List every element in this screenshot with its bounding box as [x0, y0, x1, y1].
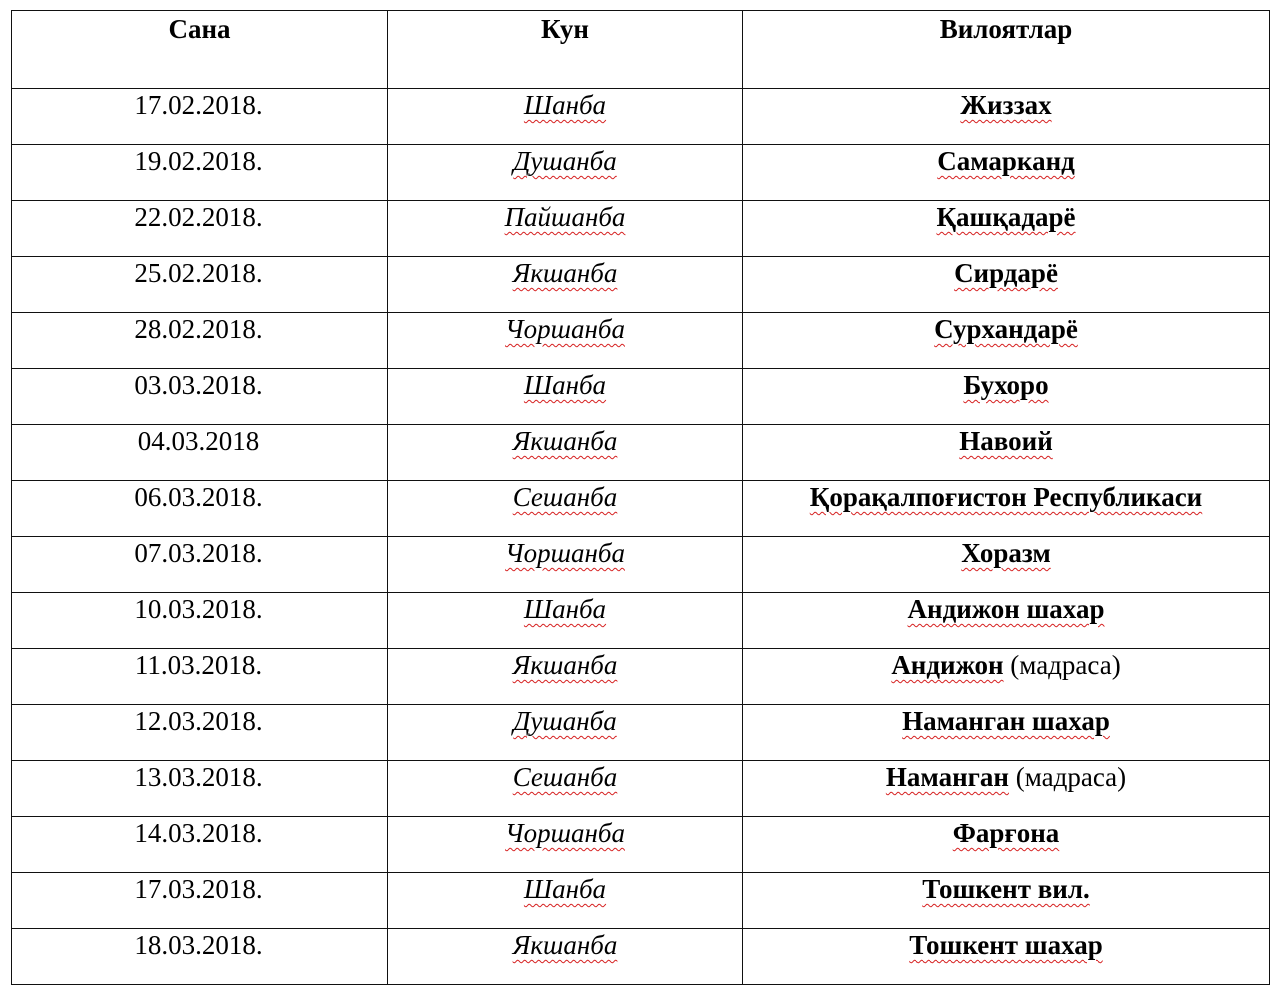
- table-row: [12, 313, 1270, 369]
- region-cell: [743, 705, 1270, 761]
- day-cell: [388, 705, 743, 761]
- region-cell: [743, 89, 1270, 145]
- day-cell: [388, 537, 743, 593]
- date-text: 18.03.2018.: [134, 930, 263, 960]
- day-text: Якшанба: [512, 258, 618, 288]
- region-cell: [743, 593, 1270, 649]
- region-cell: [743, 425, 1270, 481]
- date-text: 10.03.2018.: [134, 594, 263, 624]
- day-text: Душанба: [513, 706, 617, 736]
- region-text: Тошкент шахар: [909, 930, 1103, 960]
- day-cell: [388, 89, 743, 145]
- region-note: (мадраса): [1015, 762, 1127, 792]
- day-cell: [388, 929, 743, 985]
- day-cell: [388, 873, 743, 929]
- region-text: Бухоро: [963, 370, 1049, 400]
- day-cell: [388, 257, 743, 313]
- day-text: Якшанба: [512, 650, 618, 680]
- day-text: Чоршанба: [505, 818, 625, 848]
- day-cell: [388, 425, 743, 481]
- day-text: Чоршанба: [505, 538, 625, 568]
- date-cell: [12, 369, 388, 425]
- table-row: [12, 537, 1270, 593]
- region-text: Наманган шахар: [902, 706, 1110, 736]
- day-text: Сешанба: [512, 482, 618, 512]
- day-cell: [388, 817, 743, 873]
- date-cell: [12, 817, 388, 873]
- header-day: Кун: [388, 11, 743, 89]
- region-text: Наманган: [885, 762, 1009, 792]
- day-text: Шанба: [523, 90, 607, 120]
- date-cell: [12, 649, 388, 705]
- date-cell: [12, 145, 388, 201]
- header-date: Сана: [12, 11, 388, 89]
- region-cell: [743, 201, 1270, 257]
- day-text: Якшанба: [512, 930, 618, 960]
- day-cell: [388, 649, 743, 705]
- table-row: [12, 817, 1270, 873]
- day-text: Сешанба: [512, 762, 618, 792]
- table-row: [12, 145, 1270, 201]
- day-text: Чоршанба: [505, 314, 625, 344]
- day-text: Шанба: [523, 370, 607, 400]
- table-header-row: [12, 11, 1270, 89]
- date-text: 03.03.2018.: [134, 370, 263, 400]
- region-text: Қашқадарё: [936, 202, 1076, 232]
- region-text: Андижон: [891, 650, 1004, 680]
- region-cell: [743, 257, 1270, 313]
- region-text: Самарканд: [937, 146, 1075, 176]
- region-text: Фарғона: [952, 818, 1060, 848]
- region-text: Сирдарё: [954, 258, 1058, 288]
- header-region: Вилоятлар: [743, 11, 1270, 89]
- date-cell: [12, 705, 388, 761]
- table-row: [12, 425, 1270, 481]
- date-text: 19.02.2018.: [134, 146, 263, 176]
- region-cell: [743, 929, 1270, 985]
- table-body: [12, 89, 1270, 985]
- date-cell: [12, 481, 388, 537]
- table-row: [12, 257, 1270, 313]
- day-cell: [388, 201, 743, 257]
- table-row: [12, 929, 1270, 985]
- region-cell: [743, 313, 1270, 369]
- date-text: 14.03.2018.: [134, 818, 263, 848]
- date-text: 17.02.2018.: [134, 90, 263, 120]
- day-text: Шанба: [523, 594, 607, 624]
- table-row: [12, 649, 1270, 705]
- date-cell: [12, 873, 388, 929]
- date-text: 12.03.2018.: [134, 706, 263, 736]
- table-row: [12, 705, 1270, 761]
- day-cell: [388, 145, 743, 201]
- date-text: 22.02.2018.: [134, 202, 263, 232]
- region-text: Сурхандарё: [934, 314, 1078, 344]
- day-cell: [388, 481, 743, 537]
- region-note: (мадраса): [1010, 650, 1121, 680]
- region-text: Навоий: [959, 426, 1053, 456]
- table-row: [12, 201, 1270, 257]
- region-cell: [743, 537, 1270, 593]
- day-cell: [388, 369, 743, 425]
- day-text: Пайшанба: [504, 202, 626, 232]
- date-cell: [12, 761, 388, 817]
- date-text: 06.03.2018.: [134, 482, 263, 512]
- date-cell: [12, 201, 388, 257]
- date-text: 25.02.2018.: [134, 258, 263, 288]
- day-cell: [388, 593, 743, 649]
- date-cell: [12, 89, 388, 145]
- region-cell: [743, 369, 1270, 425]
- date-cell: [12, 929, 388, 985]
- day-text: Шанба: [523, 874, 607, 904]
- date-text: 07.03.2018.: [134, 538, 263, 568]
- region-cell: [743, 481, 1270, 537]
- table-row: [12, 481, 1270, 537]
- region-text: Жиззах: [960, 90, 1052, 120]
- table-row: [12, 873, 1270, 929]
- region-text: Хоразм: [961, 538, 1051, 568]
- table-row: [12, 89, 1270, 145]
- day-cell: [388, 313, 743, 369]
- table-row: [12, 369, 1270, 425]
- date-text: 17.03.2018.: [134, 874, 263, 904]
- date-cell: [12, 257, 388, 313]
- schedule-table: [11, 10, 1270, 985]
- date-cell: [12, 593, 388, 649]
- day-cell: [388, 761, 743, 817]
- region-text: Тошкент вил.: [922, 874, 1090, 904]
- region-cell: [743, 817, 1270, 873]
- region-text: Андижон шахар: [907, 594, 1105, 624]
- date-cell: [12, 313, 388, 369]
- date-cell: [12, 425, 388, 481]
- date-text: 13.03.2018.: [134, 762, 263, 792]
- region-text: Қорақалпоғистон Республикаси: [809, 482, 1203, 512]
- table-row: [12, 593, 1270, 649]
- day-text: Душанба: [513, 146, 617, 176]
- table-row: [12, 761, 1270, 817]
- region-cell: [743, 761, 1270, 817]
- region-cell: [743, 873, 1270, 929]
- region-cell: [743, 649, 1270, 705]
- date-text: 11.03.2018.: [134, 650, 263, 680]
- region-cell: [743, 145, 1270, 201]
- date-cell: [12, 537, 388, 593]
- date-text: 04.03.2018: [137, 426, 260, 456]
- day-text: Якшанба: [512, 426, 618, 456]
- date-text: 28.02.2018.: [134, 314, 263, 344]
